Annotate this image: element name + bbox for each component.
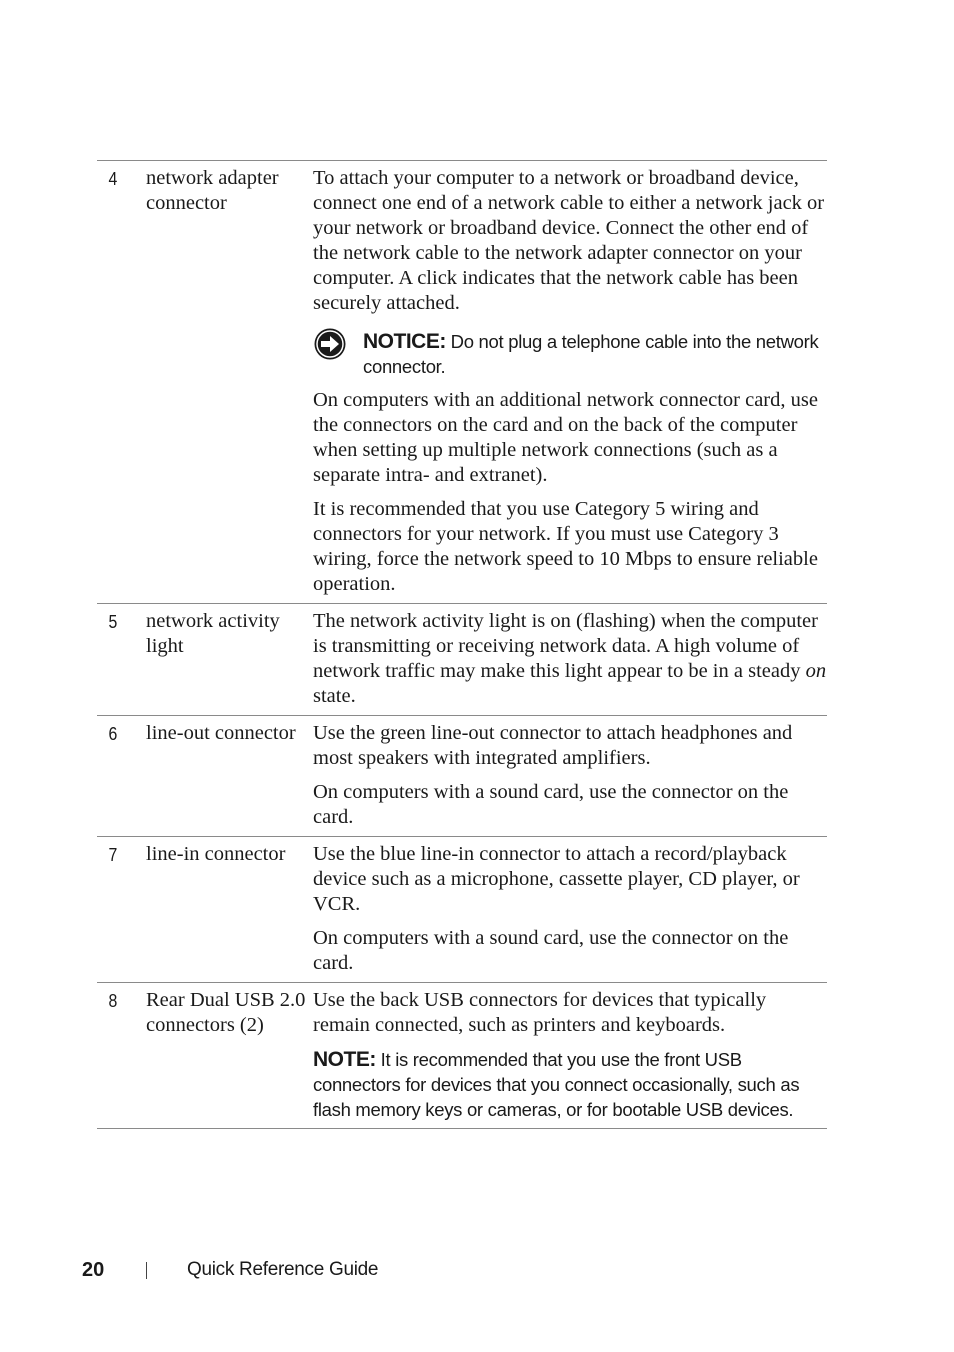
description-paragraph: Use the back USB connectors for devices that typically remain connected, such as printers and keyboards. bbox=[313, 989, 767, 1036]
notice-text bbox=[363, 325, 827, 379]
item-description bbox=[313, 166, 827, 597]
notice-block bbox=[313, 325, 827, 379]
item-number: 5 bbox=[108, 612, 118, 632]
footer-divider bbox=[146, 1262, 147, 1279]
table-row bbox=[97, 603, 827, 715]
table-row bbox=[97, 715, 827, 836]
description-paragraph: On computers with a sound card, use the connector on the card. bbox=[313, 927, 789, 974]
note-label: NOTE: bbox=[313, 1048, 376, 1071]
item-name: network activity light bbox=[146, 610, 280, 657]
item-name: network adapter connector bbox=[146, 167, 279, 214]
description-paragraph: To attach your computer to a network or broadband device, connect one end of a network cable to either a network jack or your network or broadband device. Connect the other end of the network cable to the network adapter connector on your computer. A click indicates that the network cable has been securely attached. bbox=[313, 167, 825, 314]
description-paragraph: Use the blue line-in connector to attach a record/playback device such as a microphone, cassette player, CD player, or VCR. bbox=[313, 843, 800, 915]
item-number: 7 bbox=[108, 845, 118, 865]
note-block bbox=[313, 1047, 827, 1122]
description-text: The network activity light is on (flashing) when the computer is transmitting or receiving network data. A high volume of network traffic may make this light appear to be in a steady bbox=[313, 610, 818, 682]
notice-message: Do not plug a telephone cable into the network connector. bbox=[363, 331, 819, 377]
table-row bbox=[97, 982, 827, 1129]
page-number: 20 bbox=[82, 1259, 105, 1281]
description-paragraph: It is recommended that you use Category 5 wiring and connectors for your network. If you must use Category 3 wiring, force the network speed to 10 Mbps to ensure reliable operation. bbox=[313, 498, 818, 595]
connector-table bbox=[97, 160, 827, 1129]
guide-title: Quick Reference Guide bbox=[187, 1259, 379, 1280]
table-row bbox=[97, 160, 827, 603]
table-row bbox=[97, 836, 827, 982]
description-paragraph: Use the green line-out connector to attach headphones and most speakers with integrated amplifiers. bbox=[313, 722, 793, 769]
item-number: 8 bbox=[108, 991, 118, 1011]
item-description bbox=[313, 988, 827, 1122]
item-description bbox=[313, 842, 827, 976]
notice-label: NOTICE: bbox=[363, 330, 446, 353]
item-description bbox=[313, 721, 827, 830]
description-paragraph bbox=[313, 609, 827, 709]
description-paragraph: On computers with a sound card, use the connector on the card. bbox=[313, 781, 789, 828]
notice-arrow-icon bbox=[313, 325, 363, 366]
description-paragraph: On computers with an additional network connector card, use the connectors on the card and on the back of the computer when setting up multiple network connections (such as a separate intra- and extranet). bbox=[313, 389, 818, 486]
emphasis-text: on bbox=[805, 660, 827, 682]
note-message: It is recommended that you use the front USB connectors for devices that you connect occasionally, such as flash memory keys or cameras, or for bootable USB devices. bbox=[313, 1049, 800, 1120]
item-name: line-in connector bbox=[146, 843, 286, 865]
item-name: Rear Dual USB 2.0 connectors (2) bbox=[146, 989, 306, 1036]
item-name: line-out connector bbox=[146, 722, 296, 744]
item-number: 4 bbox=[108, 169, 118, 189]
item-number: 6 bbox=[108, 724, 118, 744]
item-description bbox=[313, 609, 827, 709]
description-text: state. bbox=[313, 685, 356, 707]
